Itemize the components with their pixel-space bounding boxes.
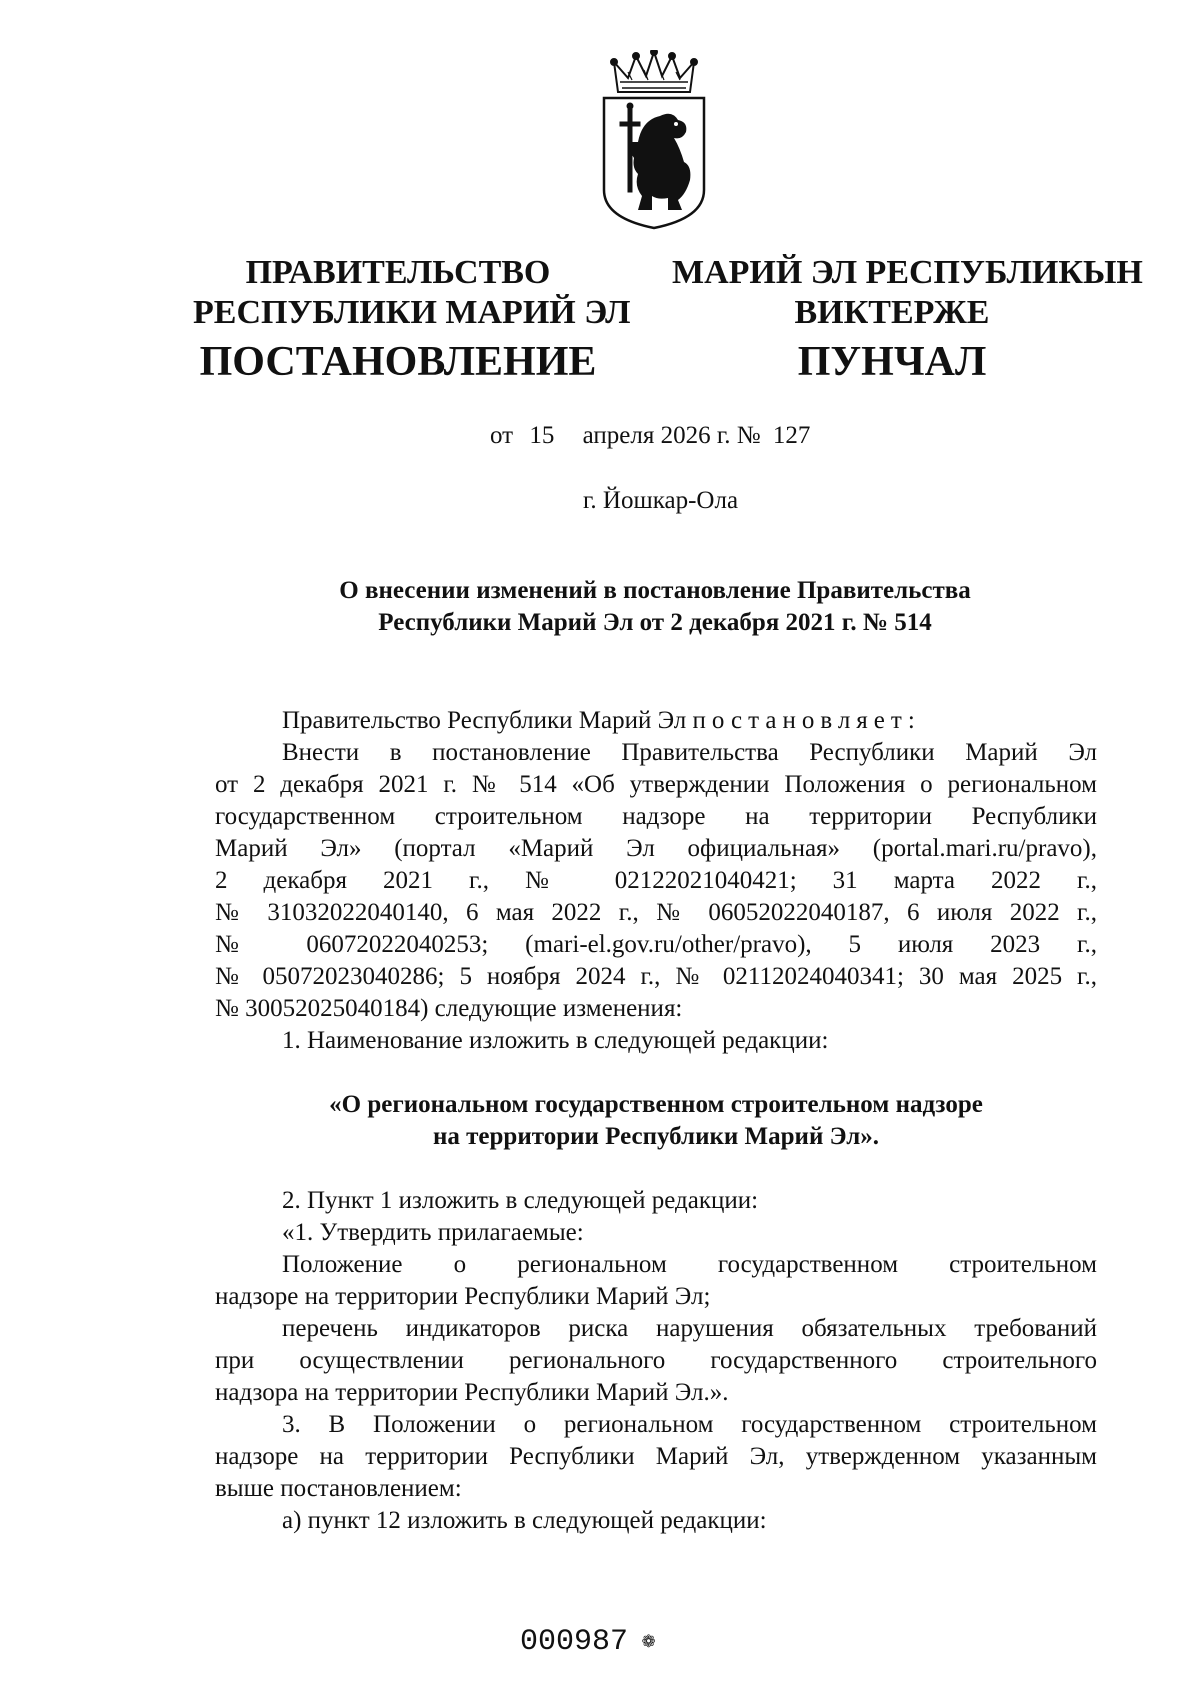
paragraph-2-line-8: № 05072023040286; 5 ноября 2024 г., № 02112024040341; 30 мая 2025 г.,: [215, 963, 1097, 990]
date-line: [490, 422, 810, 450]
paragraph-2-line-3: государственном строительном надзоре на территории Республики: [215, 803, 1097, 830]
paragraph-7-line-3: надзора на территории Республики Марий Эл.».: [215, 1379, 729, 1406]
date-prefix: от: [490, 422, 514, 449]
header-right-line1: МАРИЙ ЭЛ РЕСПУБЛИКЫН: [672, 254, 1143, 291]
paragraph-9: а) пункт 12 изложить в следующей редакции:: [282, 1507, 767, 1534]
intro-spaced-verb: постановляет:: [692, 707, 921, 734]
title-line1: О внесении изменений в постановление Правительства: [339, 577, 971, 604]
paragraph-2-line-7: № 06072022040253; (mari-el.gov.ru/other/pravo), 5 июля 2023 г.,: [215, 931, 1097, 958]
paragraph-8-line-3: выше постановлением:: [215, 1475, 462, 1502]
paragraph-8-line-2: надзоре на территории Республики Марий Эл, утвержденном указанным: [215, 1443, 1097, 1470]
paragraph-6-line-1: Положение о региональном государственном строительном: [282, 1251, 1097, 1278]
document-body: [215, 705, 1097, 1537]
paragraph-2-line-5: 2 декабря 2021 г., № 02122021040421; 31 марта 2022 г.,: [215, 867, 1097, 894]
crown-icon: [611, 50, 697, 92]
quote-title-line-2: на территории Республики Марий Эл».: [433, 1123, 879, 1150]
paragraph-3: 1. Наименование изложить в следующей редакции:: [282, 1027, 829, 1054]
header-left-doc-type: ПОСТАНОВЛЕНИЕ: [199, 339, 597, 385]
coat-of-arms-emblem: [598, 50, 710, 230]
snowflake-mark-icon: ❁: [642, 1629, 656, 1655]
paragraph-8-line-1: 3. В Положении о региональном государственном строительном: [282, 1411, 1097, 1438]
header-right-doc-type: ПУНЧАЛ: [797, 339, 987, 385]
intro-text: Правительство Республики Марий Эл: [282, 707, 693, 734]
paragraph-intro: [215, 705, 1097, 737]
paragraph-4: 2. Пункт 1 изложить в следующей редакции:: [282, 1187, 759, 1214]
date-month-year: апреля 2026 г. №: [582, 422, 761, 449]
quote-title-line-1: «О региональном государственном строительном надзоре: [329, 1091, 983, 1118]
header-left-line1: ПРАВИТЕЛЬСТВО: [245, 254, 551, 291]
header-left-line2: РЕСПУБЛИКИ МАРИЙ ЭЛ: [193, 294, 631, 331]
document-title: [200, 575, 1110, 639]
paragraph-7-line-2: при осуществлении регионального государственного строительного: [215, 1347, 1097, 1374]
paragraph-7-line-1: перечень индикаторов риска нарушения обязательных требований: [282, 1315, 1097, 1342]
paragraph-2-line-9: № 30052025040184) следующие изменения:: [215, 995, 683, 1022]
serial-number-text: 000987: [520, 1625, 629, 1659]
city-name: г. Йошкар-Ола: [583, 487, 739, 514]
paragraph-2-line-2: от 2 декабря 2021 г. № 514 «Об утверждении Положения о региональном: [215, 771, 1097, 798]
paragraph-6-line-2: надзоре на территории Республики Марий Эл;: [215, 1283, 711, 1310]
paragraph-5: «1. Утвердить прилагаемые:: [282, 1219, 584, 1246]
header-right-line2: ВИКТЕРЖЕ: [794, 294, 990, 331]
paragraph-2-line-1: Внести в постановление Правительства Республики Марий Эл: [282, 739, 1097, 766]
title-line2: Республики Марий Эл от 2 декабря 2021 г. № 514: [378, 609, 932, 636]
paragraph-2-line-4: Марий Эл» (портал «Марий Эл официальная» (portal.mari.ru/pravo),: [215, 835, 1097, 862]
document-number: 127: [772, 422, 811, 449]
paragraph-2-line-6: № 31032022040140, 6 мая 2022 г., № 06052022040187, 6 июля 2022 г.,: [215, 899, 1097, 926]
serial-number: [520, 1625, 655, 1659]
date-day: 15: [529, 422, 555, 449]
